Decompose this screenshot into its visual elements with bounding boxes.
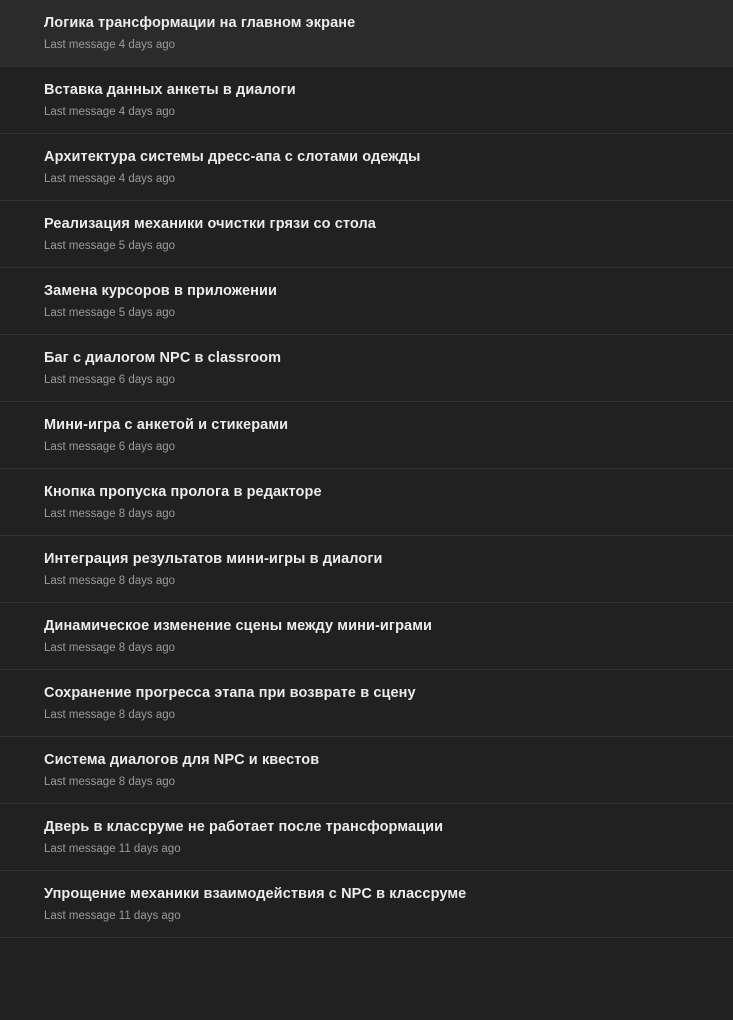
- conversation-list-item[interactable]: [0, 737, 733, 804]
- conversation-last-message-time: Last message 11 days ago: [44, 910, 181, 922]
- conversation-title: Интеграция результатов мини-игры в диалоги: [44, 551, 383, 567]
- conversation-list-item[interactable]: [0, 469, 733, 536]
- conversation-title: Замена курсоров в приложении: [44, 283, 278, 299]
- conversation-list-item[interactable]: [0, 335, 733, 402]
- conversation-list-item[interactable]: [0, 134, 733, 201]
- conversation-title: Баг с диалогом NPC в classroom: [44, 350, 282, 366]
- conversation-title: Дверь в классруме не работает после трансформации: [44, 819, 444, 835]
- conversation-title: Вставка данных анкеты в диалоги: [44, 82, 296, 98]
- conversation-list-item[interactable]: [0, 536, 733, 603]
- conversation-title: Логика трансформации на главном экране: [44, 15, 356, 31]
- conversation-last-message-time: Last message 8 days ago: [44, 776, 176, 788]
- conversation-list-item[interactable]: [0, 402, 733, 469]
- conversation-last-message-time: Last message 4 days ago: [44, 173, 176, 185]
- conversation-title: Сохранение прогресса этапа при возврате в сцену: [44, 685, 416, 701]
- conversation-last-message-time: Last message 5 days ago: [44, 240, 176, 252]
- conversation-title: Система диалогов для NPC и квестов: [44, 752, 320, 768]
- conversation-last-message-time: Last message 6 days ago: [44, 374, 176, 386]
- conversation-last-message-time: Last message 11 days ago: [44, 843, 181, 855]
- conversation-list-item[interactable]: [0, 670, 733, 737]
- conversation-last-message-time: Last message 8 days ago: [44, 508, 176, 520]
- conversation-last-message-time: Last message 8 days ago: [44, 642, 176, 654]
- conversation-last-message-time: Last message 8 days ago: [44, 575, 176, 587]
- conversation-list-item[interactable]: [0, 0, 733, 67]
- conversation-last-message-time: Last message 4 days ago: [44, 39, 176, 51]
- conversation-title: Кнопка пропуска пролога в редакторе: [44, 484, 322, 500]
- conversation-title: Мини-игра с анкетой и стикерами: [44, 417, 289, 433]
- conversation-last-message-time: Last message 4 days ago: [44, 106, 176, 118]
- conversation-last-message-time: Last message 5 days ago: [44, 307, 176, 319]
- conversation-list-item[interactable]: [0, 268, 733, 335]
- conversation-title: Упрощение механики взаимодействия с NPC в классруме: [44, 886, 467, 902]
- conversation-list-item[interactable]: [0, 871, 733, 938]
- conversation-list-item[interactable]: [0, 603, 733, 670]
- conversation-title: Архитектура системы дресс-апа с слотами одежды: [44, 149, 421, 165]
- conversation-last-message-time: Last message 6 days ago: [44, 441, 176, 453]
- conversation-list-item[interactable]: [0, 201, 733, 268]
- conversation-last-message-time: Last message 8 days ago: [44, 709, 176, 721]
- conversation-list-item[interactable]: [0, 67, 733, 134]
- conversation-title: Динамическое изменение сцены между мини-играми: [44, 618, 433, 634]
- conversation-list-item[interactable]: [0, 804, 733, 871]
- conversation-title: Реализация механики очистки грязи со стола: [44, 216, 376, 232]
